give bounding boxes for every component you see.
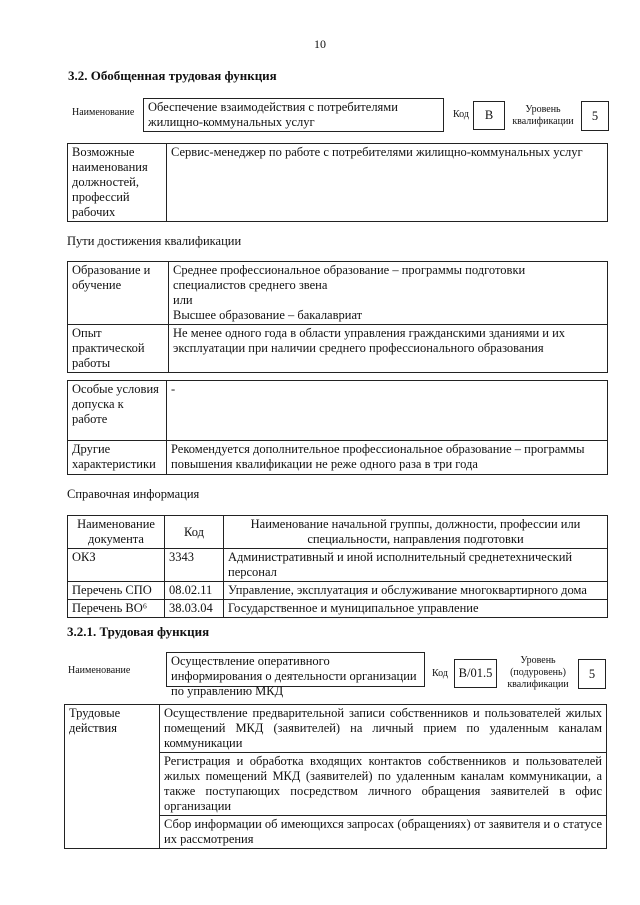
other-characteristics-line: повышения квалификации не реже одного раза в три года	[171, 457, 478, 471]
reference-table	[67, 515, 608, 618]
reference-heading: Справочная информация	[67, 487, 200, 501]
ref-row-doc: ОКЗ	[68, 549, 165, 582]
ref-header-name: Наименование начальной группы, должности, профессии или специальности, направления подготовки	[224, 516, 608, 549]
labor-action-item: Сбор информации об имеющихся запросах (обращениях) от заявителя и о статусе их рассмотрения	[160, 816, 607, 849]
ref-row-name: Государственное и муниципальное управление	[224, 600, 608, 618]
ref-row-code: 38.03.04	[165, 600, 224, 618]
other-characteristics-value	[167, 441, 608, 475]
labor-actions-label: Трудовые действия	[65, 705, 160, 849]
education-line: Высшее образование – бакалавриат	[173, 308, 363, 322]
level-label: Уровень квалификации	[512, 104, 574, 127]
education-line: или	[173, 293, 193, 307]
paths-heading: Пути достижения квалификации	[67, 234, 242, 248]
positions-value: Сервис-менеджер по работе с потребителями жилищно-коммунальных услуг	[167, 144, 608, 222]
special-conditions-line: -	[171, 382, 176, 396]
level-value: 5	[581, 101, 609, 131]
other-characteristics-label: Другие характеристики	[68, 441, 167, 475]
section-heading: 3.2. Обобщенная трудовая функция	[68, 68, 277, 83]
special-conditions-label: Особые условия допуска к работе	[68, 381, 167, 441]
education-label: Образование и обучение	[68, 262, 169, 325]
labor-actions-table	[64, 704, 607, 849]
level-label: Уровень (подуровень) квалификации	[507, 655, 569, 690]
ref-row-name: Административный и иной исполнительный среднетехнический персонал	[224, 549, 608, 582]
ref-row-code: 08.02.11	[165, 582, 224, 600]
education-line: Среднее профессиональное образование – программы подготовки	[173, 263, 526, 277]
labor-action-item: Регистрация и обработка входящих контактов собственников и пользователей жилых помещений МКД (заявителей) по удаленным каналам коммуникации, а также поступающих посредством личного обращения заявителей в офис организации	[160, 753, 607, 816]
positions-label: Возможные наименования должностей, профессий рабочих	[68, 144, 167, 222]
education-value	[169, 262, 608, 325]
ref-row-name: Управление, эксплуатация и обслуживание многоквартирного дома	[224, 582, 608, 600]
ref-header-doc: Наименование документа	[68, 516, 165, 549]
level-value: 5	[578, 659, 606, 689]
code-label: Код	[453, 109, 469, 120]
ref-row-doc: Перечень СПО	[68, 582, 165, 600]
experience-label: Опыт практической работы	[68, 325, 169, 373]
experience-line: Не менее одного года в области управления гражданскими зданиями и их	[173, 326, 566, 340]
subsection-heading: 3.2.1. Трудовая функция	[67, 624, 210, 639]
code-label: Код	[432, 668, 448, 679]
code-value: B	[473, 101, 505, 130]
paths-table	[67, 261, 608, 373]
positions-table	[67, 143, 608, 222]
generalized-function-name: Обеспечение взаимодействия с потребителями жилищно-коммунальных услуг	[143, 98, 444, 132]
experience-value	[169, 325, 608, 373]
labor-action-item: Осуществление предварительной записи собственников и пользователей жилых помещений МКД (заявителей) на личный прием по удаленным каналам коммуникации	[160, 705, 607, 753]
ref-row-doc: Перечень ВО⁶	[68, 600, 165, 618]
name-label: Наименование	[68, 665, 131, 676]
code-value: B/01.5	[454, 659, 497, 688]
education-line: специалистов среднего звена	[173, 278, 328, 292]
labor-function-name: Осуществление оперативного информирования о деятельности организации по управлению МКД	[166, 652, 425, 687]
other-characteristics-line: Рекомендуется дополнительное профессиональное образование – программы	[171, 442, 585, 456]
special-table	[67, 380, 608, 475]
experience-line: эксплуатации при наличии среднего профессионального образования	[173, 341, 544, 355]
ref-header-code: Код	[165, 516, 224, 549]
ref-row-code: 3343	[165, 549, 224, 582]
name-label: Наименование	[72, 107, 135, 118]
page-number: 10	[314, 37, 326, 51]
special-conditions-value	[167, 381, 608, 441]
